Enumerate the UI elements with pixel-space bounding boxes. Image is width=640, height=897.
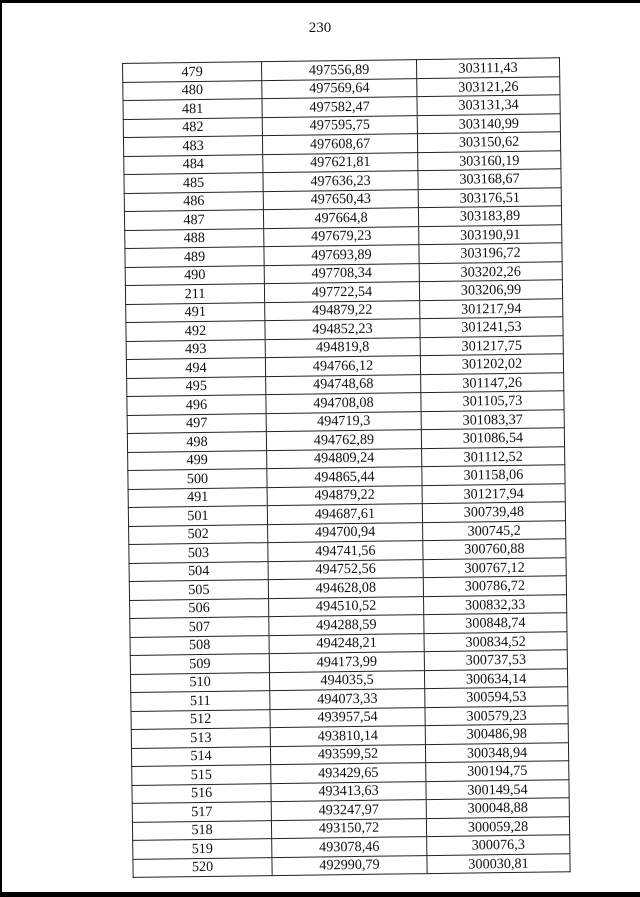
x-coordinate-cell: 493599,52 bbox=[270, 744, 425, 765]
x-coordinate-cell: 497595,75 bbox=[262, 115, 417, 136]
y-coordinate-cell: 303202,26 bbox=[419, 261, 562, 281]
point-number-cell: 508 bbox=[130, 635, 269, 655]
point-number-cell: 514 bbox=[131, 746, 270, 766]
x-coordinate-cell: 494879,22 bbox=[265, 300, 420, 321]
point-number-cell: 486 bbox=[124, 191, 263, 211]
y-coordinate-cell: 303111,43 bbox=[416, 58, 559, 78]
point-number-cell: 502 bbox=[129, 524, 268, 544]
y-coordinate-cell: 301241,53 bbox=[420, 317, 563, 337]
point-number-cell: 482 bbox=[123, 117, 262, 137]
y-coordinate-cell: 300834,52 bbox=[424, 631, 567, 651]
point-number-cell: 211 bbox=[125, 284, 264, 304]
y-coordinate-cell: 300594,53 bbox=[425, 687, 568, 707]
point-number-cell: 492 bbox=[126, 321, 265, 341]
point-number-cell: 503 bbox=[129, 543, 268, 563]
x-coordinate-cell: 494173,99 bbox=[269, 652, 424, 673]
x-coordinate-cell: 494752,56 bbox=[268, 559, 423, 580]
x-coordinate-cell: 497608,67 bbox=[262, 134, 417, 155]
x-coordinate-cell: 497582,47 bbox=[262, 97, 417, 118]
y-coordinate-cell: 300832,33 bbox=[424, 594, 567, 614]
y-coordinate-cell: 303160,19 bbox=[418, 150, 561, 170]
point-number-cell: 483 bbox=[123, 136, 262, 156]
point-number-cell: 520 bbox=[133, 857, 272, 877]
y-coordinate-cell: 300348,94 bbox=[425, 742, 568, 762]
point-number-cell: 488 bbox=[125, 228, 264, 248]
y-coordinate-cell: 301202,02 bbox=[420, 354, 563, 374]
page-number: 230 bbox=[308, 20, 332, 36]
x-coordinate-cell: 494510,52 bbox=[269, 596, 424, 617]
y-coordinate-cell: 300486,98 bbox=[425, 724, 568, 744]
x-coordinate-cell: 494248,21 bbox=[269, 633, 424, 654]
x-coordinate-cell: 497636,23 bbox=[263, 171, 418, 192]
y-coordinate-cell: 300786,72 bbox=[423, 576, 566, 596]
point-number-cell: 513 bbox=[131, 728, 270, 748]
y-coordinate-cell: 300149,54 bbox=[426, 779, 569, 799]
point-number-cell: 509 bbox=[130, 654, 269, 674]
x-coordinate-cell: 494719,3 bbox=[266, 411, 421, 432]
x-coordinate-cell: 497722,54 bbox=[264, 282, 419, 303]
x-coordinate-cell: 494035,5 bbox=[269, 670, 424, 691]
point-number-cell: 504 bbox=[129, 561, 268, 581]
point-number-cell: 511 bbox=[131, 691, 270, 711]
point-number-cell: 506 bbox=[130, 598, 269, 618]
y-coordinate-cell: 303206,99 bbox=[419, 280, 562, 300]
y-coordinate-cell: 300737,53 bbox=[424, 650, 567, 670]
x-coordinate-cell: 494073,33 bbox=[270, 689, 425, 710]
x-coordinate-cell: 497650,43 bbox=[263, 189, 418, 210]
y-coordinate-cell: 303196,72 bbox=[419, 243, 562, 263]
point-number-cell: 512 bbox=[131, 709, 270, 729]
scan-edge-top bbox=[0, 0, 640, 3]
coordinates-table bbox=[122, 57, 571, 878]
point-number-cell: 481 bbox=[123, 99, 262, 119]
y-coordinate-cell: 303176,51 bbox=[418, 187, 561, 207]
x-coordinate-cell: 497621,81 bbox=[263, 152, 418, 173]
point-number-cell: 499 bbox=[128, 450, 267, 470]
y-coordinate-cell: 303168,67 bbox=[418, 169, 561, 189]
x-coordinate-cell: 494628,08 bbox=[268, 578, 423, 599]
x-coordinate-cell: 494708,08 bbox=[266, 393, 421, 414]
point-number-cell: 517 bbox=[132, 802, 271, 822]
point-number-cell: 505 bbox=[129, 580, 268, 600]
x-coordinate-cell: 494819,8 bbox=[265, 337, 420, 358]
scan-edge-left bbox=[0, 0, 2, 897]
x-coordinate-cell: 497708,34 bbox=[264, 263, 419, 284]
y-coordinate-cell: 301217,94 bbox=[420, 298, 563, 318]
point-number-cell: 515 bbox=[132, 765, 271, 785]
x-coordinate-cell: 494288,59 bbox=[269, 615, 424, 636]
x-coordinate-cell: 497664,8 bbox=[263, 208, 418, 229]
x-coordinate-cell: 492990,79 bbox=[272, 855, 427, 876]
x-coordinate-cell: 493078,46 bbox=[272, 837, 427, 858]
y-coordinate-cell: 303121,26 bbox=[417, 76, 560, 96]
x-coordinate-cell: 494809,24 bbox=[267, 448, 422, 469]
point-number-cell: 516 bbox=[132, 783, 271, 803]
x-coordinate-cell: 493247,97 bbox=[271, 800, 426, 821]
y-coordinate-cell: 300767,12 bbox=[423, 557, 566, 577]
point-number-cell: 490 bbox=[125, 265, 264, 285]
point-number-cell: 479 bbox=[123, 62, 262, 82]
point-number-cell: 495 bbox=[127, 376, 266, 396]
point-number-cell: 480 bbox=[123, 80, 262, 100]
point-number-cell: 507 bbox=[130, 617, 269, 637]
y-coordinate-cell: 301217,75 bbox=[420, 335, 563, 355]
y-coordinate-cell: 303131,34 bbox=[417, 95, 560, 115]
y-coordinate-cell: 301083,37 bbox=[421, 409, 564, 429]
point-number-cell: 494 bbox=[126, 358, 265, 378]
point-number-cell: 493 bbox=[126, 339, 265, 359]
x-coordinate-cell: 493150,72 bbox=[271, 818, 426, 839]
y-coordinate-cell: 301158,06 bbox=[422, 465, 565, 485]
point-number-cell: 519 bbox=[133, 839, 272, 859]
table-body bbox=[123, 58, 571, 878]
point-number-cell: 489 bbox=[125, 247, 264, 267]
point-number-cell: 485 bbox=[124, 173, 263, 193]
y-coordinate-cell: 300739,48 bbox=[422, 502, 565, 522]
y-coordinate-cell: 303183,89 bbox=[418, 206, 561, 226]
y-coordinate-cell: 300059,28 bbox=[426, 816, 569, 836]
x-coordinate-cell: 494741,56 bbox=[268, 541, 423, 562]
point-number-cell: 518 bbox=[132, 820, 271, 840]
y-coordinate-cell: 300048,88 bbox=[426, 798, 569, 818]
x-coordinate-cell: 494762,89 bbox=[266, 430, 421, 451]
y-coordinate-cell: 300579,23 bbox=[425, 705, 568, 725]
coordinates-table-wrapper bbox=[122, 57, 571, 878]
x-coordinate-cell: 494766,12 bbox=[265, 356, 420, 377]
x-coordinate-cell: 497693,89 bbox=[264, 245, 419, 266]
y-coordinate-cell: 301086,54 bbox=[421, 428, 564, 448]
y-coordinate-cell: 301105,73 bbox=[421, 391, 564, 411]
point-number-cell: 484 bbox=[124, 154, 263, 174]
point-number-cell: 497 bbox=[127, 413, 266, 433]
x-coordinate-cell: 494687,61 bbox=[267, 504, 422, 525]
point-number-cell: 501 bbox=[128, 506, 267, 526]
point-number-cell: 510 bbox=[130, 672, 269, 692]
y-coordinate-cell: 303150,62 bbox=[417, 132, 560, 152]
x-coordinate-cell: 493957,54 bbox=[270, 707, 425, 728]
y-coordinate-cell: 301112,52 bbox=[422, 446, 565, 466]
point-number-cell: 500 bbox=[128, 469, 267, 489]
y-coordinate-cell: 300634,14 bbox=[424, 668, 567, 688]
x-coordinate-cell: 494852,23 bbox=[265, 319, 420, 340]
point-number-cell: 487 bbox=[124, 210, 263, 230]
point-number-cell: 491 bbox=[126, 302, 265, 322]
scan-edge-bottom bbox=[0, 892, 640, 897]
y-coordinate-cell: 303190,91 bbox=[419, 224, 562, 244]
point-number-cell: 496 bbox=[127, 395, 266, 415]
y-coordinate-cell: 300076,3 bbox=[427, 835, 570, 855]
x-coordinate-cell: 493810,14 bbox=[270, 726, 425, 747]
x-coordinate-cell: 497569,64 bbox=[262, 78, 417, 99]
x-coordinate-cell: 497679,23 bbox=[264, 226, 419, 247]
x-coordinate-cell: 494748,68 bbox=[266, 374, 421, 395]
x-coordinate-cell: 493429,65 bbox=[271, 763, 426, 784]
y-coordinate-cell: 300194,75 bbox=[426, 761, 569, 781]
y-coordinate-cell: 301217,94 bbox=[422, 483, 565, 503]
x-coordinate-cell: 494865,44 bbox=[267, 467, 422, 488]
y-coordinate-cell: 300030,81 bbox=[427, 853, 570, 873]
x-coordinate-cell: 497556,89 bbox=[261, 60, 416, 81]
y-coordinate-cell: 300745,2 bbox=[423, 520, 566, 540]
point-number-cell: 491 bbox=[128, 487, 267, 507]
y-coordinate-cell: 303140,99 bbox=[417, 113, 560, 133]
x-coordinate-cell: 494700,94 bbox=[268, 522, 423, 543]
y-coordinate-cell: 300760,88 bbox=[423, 539, 566, 559]
x-coordinate-cell: 494879,22 bbox=[267, 485, 422, 506]
y-coordinate-cell: 301147,26 bbox=[421, 372, 564, 392]
x-coordinate-cell: 493413,63 bbox=[271, 781, 426, 802]
point-number-cell: 498 bbox=[127, 432, 266, 452]
y-coordinate-cell: 300848,74 bbox=[424, 613, 567, 633]
